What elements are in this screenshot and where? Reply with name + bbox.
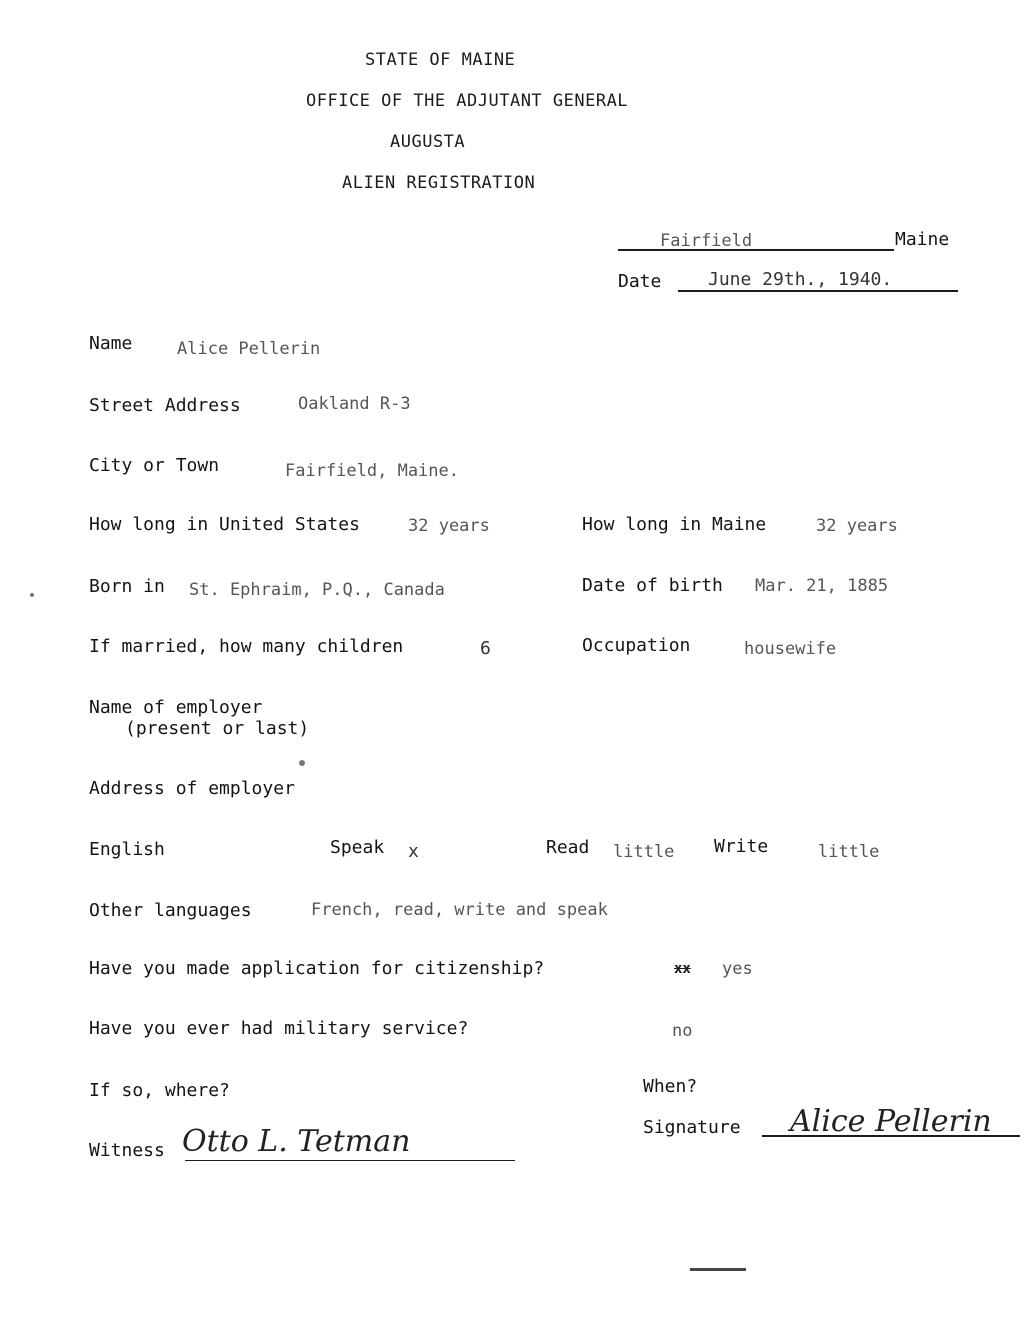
name-label: Name: [89, 333, 133, 354]
when-label: When?: [643, 1076, 698, 1097]
street-label: Street Address: [89, 395, 241, 416]
name-value: Alice Pellerin: [177, 339, 321, 359]
city-value: Fairfield, Maine.: [285, 461, 459, 481]
military-value: no: [672, 1021, 693, 1041]
children-label: If married, how many children: [89, 636, 404, 657]
citizenship-value: yes: [722, 959, 753, 979]
ink-dot: [299, 760, 305, 766]
witness-underline: [185, 1160, 515, 1161]
military-label: Have you ever had military service?: [89, 1018, 469, 1039]
occupation-value: housewife: [744, 639, 837, 659]
english-speak-label: Speak: [330, 837, 385, 858]
witness-signature-image: Otto L. Tetman: [182, 1124, 411, 1159]
employer-address-label: Address of employer: [89, 778, 295, 799]
signature-underline: [762, 1135, 1020, 1137]
location-underline: [618, 249, 894, 251]
citizenship-struck: xx: [674, 961, 691, 977]
born-in-label: Born in: [89, 576, 165, 597]
header-state: STATE OF MAINE: [365, 50, 516, 70]
how-long-us-label: How long in United States: [89, 514, 360, 535]
how-long-us-value: 32 years: [408, 516, 490, 536]
other-languages-label: Other languages: [89, 900, 252, 921]
employer-name-sublabel: (present or last): [125, 718, 310, 739]
header-form-title: ALIEN REGISTRATION: [342, 173, 536, 193]
margin-dot: [30, 593, 34, 597]
dob-value: Mar. 21, 1885: [755, 576, 889, 596]
date-value: June 29th., 1940.: [708, 269, 893, 290]
english-read-value: little: [613, 842, 675, 862]
citizenship-label: Have you made application for citizenship?: [89, 958, 545, 979]
employer-name-label: Name of employer: [89, 697, 263, 718]
witness-label: Witness: [89, 1140, 165, 1161]
street-value: Oakland R-3: [298, 394, 411, 414]
english-write-label: Write: [714, 836, 769, 857]
location-place: Fairfield: [660, 231, 753, 251]
how-long-maine-value: 32 years: [816, 516, 898, 536]
children-value: 6: [480, 638, 491, 659]
english-label: English: [89, 839, 165, 860]
scan-mark: [690, 1268, 746, 1271]
english-speak-value: x: [408, 841, 419, 862]
occupation-label: Occupation: [582, 635, 691, 656]
other-languages-value: French, read, write and speak: [311, 900, 608, 920]
location-state: Maine: [895, 229, 950, 250]
english-write-value: little: [818, 842, 880, 862]
dob-label: Date of birth: [582, 575, 723, 596]
header-city: AUGUSTA: [390, 132, 466, 152]
signature-image: Alice Pellerin: [790, 1104, 992, 1139]
how-long-maine-label: How long in Maine: [582, 514, 767, 535]
born-in-value: St. Ephraim, P.Q., Canada: [189, 580, 445, 600]
city-label: City or Town: [89, 455, 220, 476]
date-underline: [678, 290, 958, 292]
date-label: Date: [618, 271, 662, 292]
english-read-label: Read: [546, 837, 590, 858]
where-label: If so, where?: [89, 1080, 230, 1101]
signature-label: Signature: [643, 1117, 741, 1138]
header-office: OFFICE OF THE ADJUTANT GENERAL: [306, 91, 629, 111]
